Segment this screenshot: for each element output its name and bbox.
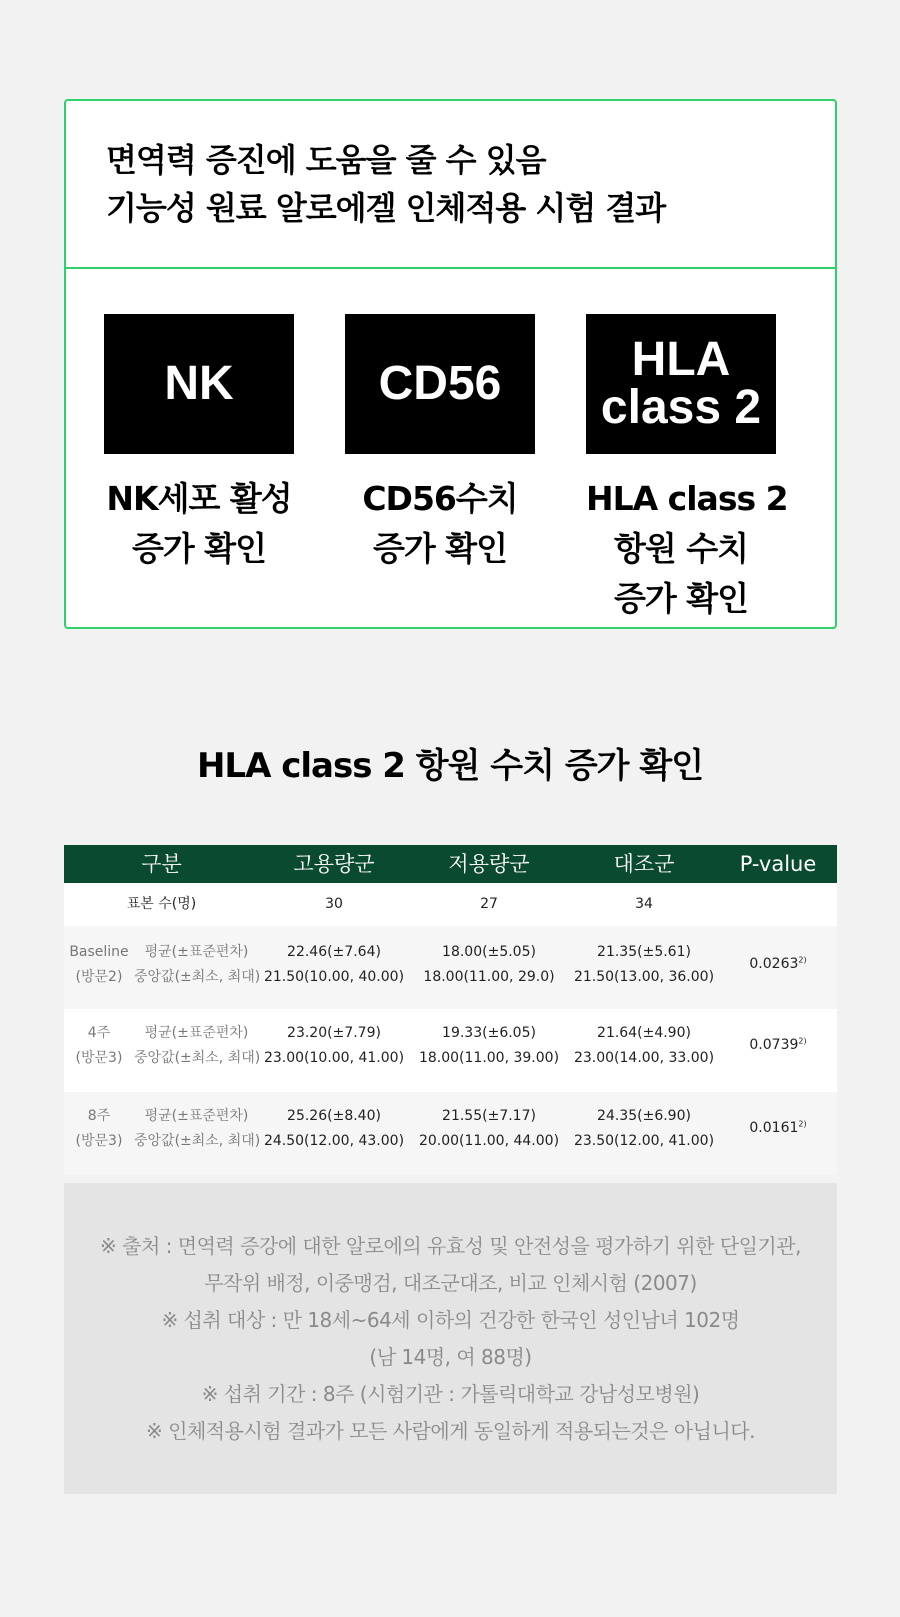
row-visit xyxy=(64,940,134,990)
row-low-mean: 18.00(±5.05) xyxy=(442,944,536,960)
row-visit-line-2: (방문2) xyxy=(75,969,123,985)
row-metric-median: 중앙값(±최소, 최대) xyxy=(134,969,261,985)
table-row xyxy=(64,1009,837,1092)
row-p-value-text: 0.0739 xyxy=(749,1037,799,1053)
row-metrics xyxy=(134,940,259,990)
card-title-line-2: 기능성 원료 알로에겔 인체적용 시험 결과 xyxy=(106,189,666,227)
row-low-mean: 21.55(±7.17) xyxy=(442,1108,536,1124)
row-metric-median: 중앙값(±최소, 최대) xyxy=(134,1133,261,1149)
section-title: HLA class 2 항원 수치 증가 확인 xyxy=(196,746,704,786)
marker-hla-box xyxy=(586,314,776,454)
row-control-median: 21.50(13.00, 36.00) xyxy=(573,969,715,985)
marker-cd56 xyxy=(345,314,535,574)
marker-cd56-box xyxy=(345,314,535,454)
row-control xyxy=(569,1104,719,1154)
marker-cd56-label-line-1: CD56수치 xyxy=(362,479,518,518)
marker-nk-label xyxy=(104,474,294,574)
row-p-value-footnote: 2) xyxy=(798,955,807,965)
row-metrics xyxy=(134,1104,259,1154)
row-metric-mean: 평균(±표준편차) xyxy=(144,1025,249,1041)
marker-boxes xyxy=(66,269,835,629)
row-high xyxy=(259,940,409,990)
marker-nk-box xyxy=(104,314,294,454)
footnote-line-3: ※ 섭취 대상 : 만 18세~64세 이하의 건강한 한국인 성인남녀 102명 xyxy=(161,1308,740,1332)
marker-hla xyxy=(586,314,788,624)
header-control: 대조군 xyxy=(613,852,675,876)
footnote-box xyxy=(64,1183,837,1494)
marker-hla-label-line-2: 항원 수치 xyxy=(613,529,748,568)
row-control-mean: 21.35(±5.61) xyxy=(597,944,691,960)
sample-size-low: 27 xyxy=(480,896,498,912)
row-p-value xyxy=(719,1116,837,1141)
row-high xyxy=(259,1104,409,1154)
footnote-line-6: ※ 인체적용시험 결과가 모든 사람에게 동일하게 적용되는것은 아닙니다. xyxy=(146,1419,755,1443)
row-low-median: 18.00(11.00, 29.0) xyxy=(423,969,555,985)
row-low xyxy=(409,940,569,990)
row-visit xyxy=(64,1104,134,1154)
row-p-value xyxy=(719,952,837,977)
row-high-median: 24.50(12.00, 43.00) xyxy=(263,1133,405,1149)
table-header xyxy=(64,845,837,883)
results-table xyxy=(64,845,837,1175)
row-p-value-footnote: 2) xyxy=(798,1119,807,1129)
row-metrics xyxy=(134,1021,259,1071)
row-visit-line-1: 8주 xyxy=(87,1108,111,1124)
marker-hla-box-line-1: HLA xyxy=(631,333,731,386)
header-high-dose: 고용량군 xyxy=(293,852,375,876)
marker-hla-label-line-1: HLA class 2 xyxy=(586,479,788,518)
footnote-line-4: (남 14명, 여 88명) xyxy=(369,1345,532,1369)
row-low xyxy=(409,1021,569,1071)
footnote-line-5: ※ 섭취 기간 : 8주 (시험기관 : 가톨릭대학교 강남성모병원) xyxy=(201,1382,700,1406)
row-p-value-text: 0.0263 xyxy=(749,956,799,972)
row-low-median: 18.00(11.00, 39.00) xyxy=(418,1050,560,1066)
row-control-mean: 21.64(±4.90) xyxy=(597,1025,691,1041)
row-high-median: 23.00(10.00, 41.00) xyxy=(263,1050,405,1066)
footnote-line-2: 무작위 배정, 이중맹검, 대조군대조, 비교 인체시험 (2007) xyxy=(204,1271,697,1295)
result-card xyxy=(64,99,837,629)
footnote-line-1: ※ 출처 : 면역력 증강에 대한 알로에의 유효성 및 안전성을 평가하기 위한 단일기관, xyxy=(100,1234,801,1258)
row-high xyxy=(259,1021,409,1071)
header-low-dose: 저용량군 xyxy=(448,852,530,876)
row-low xyxy=(409,1104,569,1154)
row-metric-median: 중앙값(±최소, 최대) xyxy=(134,1050,261,1066)
row-metric-mean: 평균(±표준편차) xyxy=(144,944,249,960)
marker-nk-label-line-1: NK세포 활성 xyxy=(106,479,292,518)
row-visit-line-1: 4주 xyxy=(87,1025,111,1041)
row-low-mean: 19.33(±6.05) xyxy=(442,1025,536,1041)
marker-nk xyxy=(104,314,294,574)
marker-hla-label xyxy=(586,474,788,624)
card-header xyxy=(66,101,835,269)
row-visit-line-2: (방문3) xyxy=(75,1133,123,1149)
row-control-median: 23.50(12.00, 41.00) xyxy=(573,1133,715,1149)
marker-nk-box-text: NK xyxy=(164,357,234,410)
row-high-mean: 23.20(±7.79) xyxy=(287,1025,381,1041)
row-high-mean: 22.46(±7.64) xyxy=(287,944,381,960)
row-p-value-text: 0.0161 xyxy=(749,1120,799,1136)
row-low-median: 20.00(11.00, 44.00) xyxy=(418,1133,560,1149)
marker-cd56-label xyxy=(345,474,535,574)
row-p-value xyxy=(719,1033,837,1058)
row-visit-line-2: (방문3) xyxy=(75,1050,123,1066)
row-metric-mean: 평균(±표준편차) xyxy=(144,1108,249,1124)
row-control-mean: 24.35(±6.90) xyxy=(597,1108,691,1124)
marker-nk-label-line-2: 증가 확인 xyxy=(131,529,266,568)
marker-cd56-box-text: CD56 xyxy=(378,357,502,410)
marker-hla-box-line-2: class 2 xyxy=(600,381,762,434)
sample-size-label: 표본 수(명) xyxy=(126,896,197,912)
sample-size-control: 34 xyxy=(635,896,653,912)
table-row xyxy=(64,926,837,1009)
table-row-sample-size xyxy=(64,883,837,926)
marker-hla-label-line-3: 증가 확인 xyxy=(613,579,748,618)
row-visit xyxy=(64,1021,134,1071)
row-control-median: 23.00(14.00, 33.00) xyxy=(573,1050,715,1066)
header-p-value: P-value xyxy=(739,852,817,876)
marker-cd56-label-line-2: 증가 확인 xyxy=(372,529,507,568)
table-row xyxy=(64,1092,837,1175)
row-high-mean: 25.26(±8.40) xyxy=(287,1108,381,1124)
row-visit-line-1: Baseline xyxy=(69,944,129,960)
row-p-value-footnote: 2) xyxy=(798,1036,807,1046)
row-high-median: 21.50(10.00, 40.00) xyxy=(263,969,405,985)
sample-size-high: 30 xyxy=(325,896,343,912)
row-control xyxy=(569,1021,719,1071)
row-control xyxy=(569,940,719,990)
header-category: 구분 xyxy=(141,852,182,876)
card-title-line-1: 면역력 증진에 도움을 줄 수 있음 xyxy=(106,141,546,179)
